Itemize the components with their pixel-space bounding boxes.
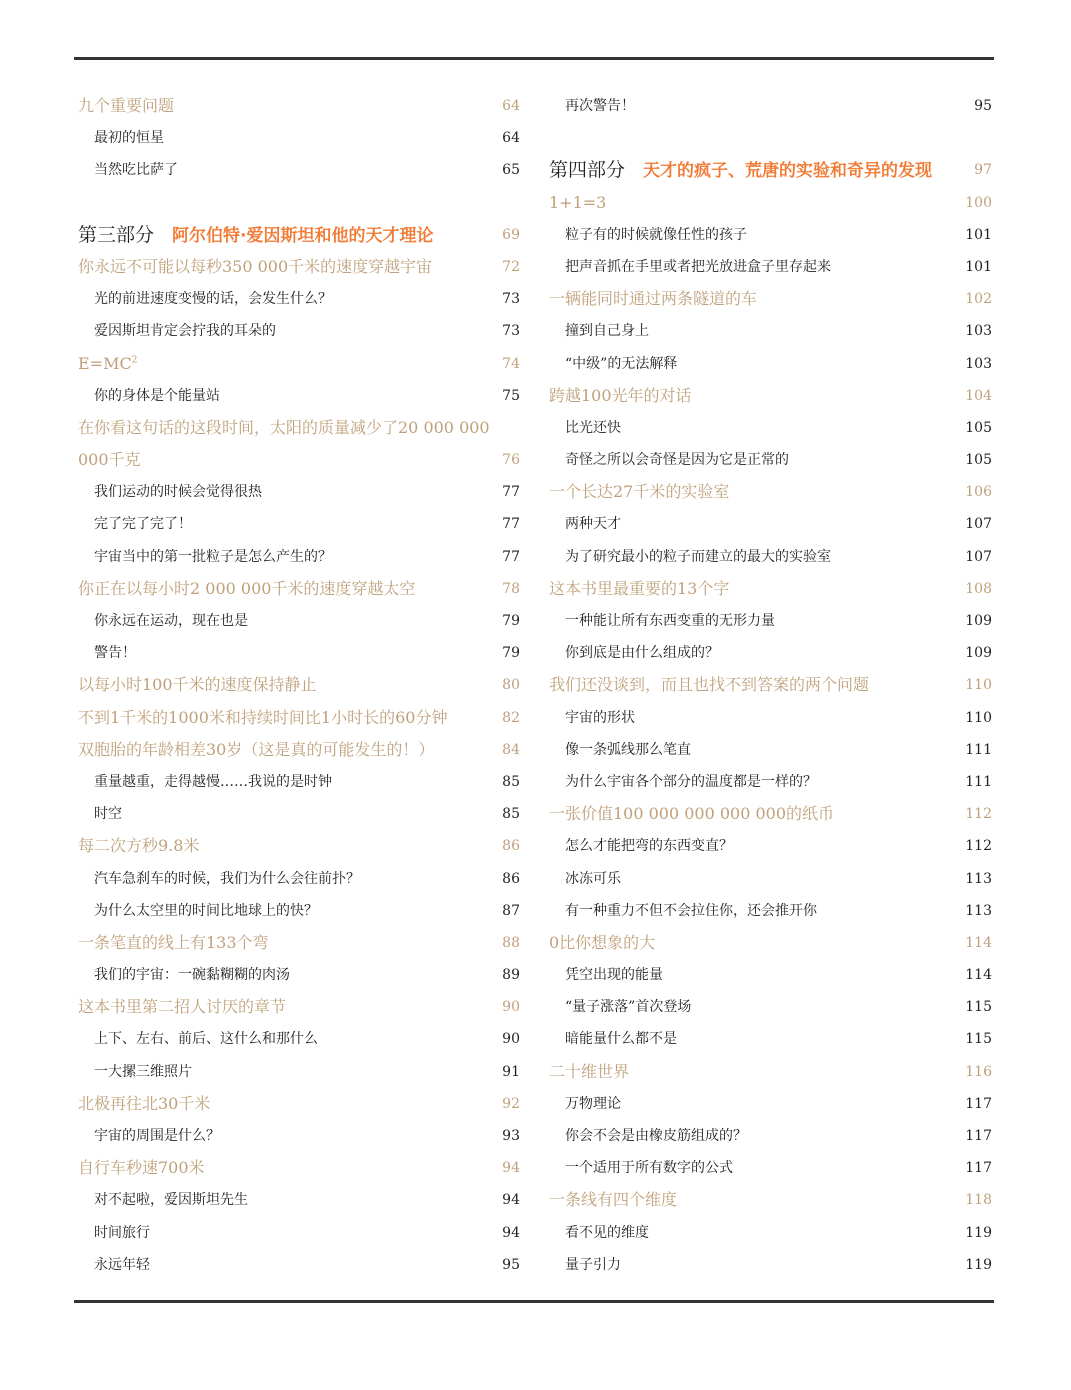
- chapter-entry[interactable]: [78, 991, 520, 1023]
- chapter-entry[interactable]: [549, 187, 992, 219]
- entry-title-text: 不到1千米的1000米和持续时间比1小时长的60分钟: [78, 707, 448, 727]
- entry-title: [94, 1056, 192, 1088]
- page-number: 100: [965, 194, 992, 211]
- part-label: 第三部分: [78, 223, 155, 246]
- part-heading[interactable]: [78, 219, 520, 251]
- entry-title-text: 你到底是由什么组成的？: [565, 645, 719, 662]
- entry-title: [549, 1184, 677, 1216]
- spacer: [78, 187, 520, 219]
- section-entry[interactable]: [549, 348, 992, 380]
- entry-title-text: 万物理论: [565, 1095, 621, 1112]
- page-number: 73: [502, 291, 520, 308]
- entry-title: [565, 830, 733, 862]
- section-entry[interactable]: [78, 1056, 520, 1088]
- chapter-entry[interactable]: [549, 1184, 992, 1216]
- page-number: 95: [502, 1256, 520, 1273]
- entry-title: [78, 251, 432, 283]
- entry-title-text: “量子涨落”首次登场: [565, 999, 692, 1016]
- entry-title-text: 为什么太空里的时间比地球上的快？: [94, 902, 318, 919]
- entry-title-text: 在你看这句话的这段时间，太阳的质量减少了20 000 000: [78, 417, 490, 437]
- entry-title-text: 你永远不可能以每秒350 000千米的速度穿越宇宙: [78, 256, 433, 276]
- page-number: 111: [965, 773, 992, 790]
- section-entry[interactable]: [549, 444, 992, 476]
- entry-title-text: 000千克: [78, 450, 141, 470]
- entry-title-text: 把声音抓在手里或者把光放进盒子里存起来: [565, 258, 831, 275]
- entry-title: [565, 251, 831, 283]
- page-number: 101: [965, 258, 992, 275]
- entry-title: [94, 1120, 220, 1152]
- section-entry[interactable]: [78, 1249, 520, 1281]
- entry-title: [94, 283, 332, 315]
- superscript: 2: [131, 355, 138, 366]
- entry-title: [78, 1152, 205, 1184]
- entry-title: [549, 187, 606, 219]
- entry-title-text: 宇宙的形状: [565, 709, 635, 726]
- toc-right-column: [549, 90, 992, 1281]
- entry-title-text: 0比你想象的大: [549, 932, 656, 952]
- page-number: 78: [502, 580, 520, 597]
- section-entry[interactable]: [78, 122, 520, 154]
- entry-title: [549, 380, 692, 412]
- entry-title: [78, 669, 317, 701]
- page-number: 89: [502, 967, 520, 984]
- entry-title-text: 以每小时100千米的速度保持静止: [78, 675, 317, 695]
- entry-title-text: 像一条弧线那么笔直: [565, 741, 691, 758]
- entry-title: [78, 734, 434, 766]
- section-entry[interactable]: [549, 541, 992, 573]
- chapter-entry[interactable]: [549, 669, 992, 701]
- entry-title-text: 1+1=3: [549, 192, 607, 212]
- chapter-entry[interactable]: [78, 1152, 520, 1184]
- entry-title: [78, 927, 269, 959]
- entry-title: [94, 1184, 248, 1216]
- entry-title: [565, 444, 789, 476]
- page-number: 94: [502, 1224, 520, 1241]
- entry-title: [78, 830, 199, 862]
- chapter-entry[interactable]: [78, 251, 520, 283]
- entry-title: [565, 959, 663, 991]
- page-number: 90: [502, 1031, 520, 1048]
- entry-title: [94, 959, 290, 991]
- page-number: 77: [502, 516, 520, 533]
- bottom-rule: [74, 1300, 994, 1303]
- entry-title-text: 怎么才能把弯的东西变直？: [565, 838, 733, 855]
- entry-title: [565, 541, 831, 573]
- chapter-entry[interactable]: [78, 573, 520, 605]
- entry-title-text: 当然吃比萨了: [94, 162, 178, 179]
- section-entry[interactable]: [78, 959, 520, 991]
- page-number: 108: [965, 580, 992, 597]
- page-number: 113: [965, 870, 992, 887]
- page-number: 106: [965, 484, 992, 501]
- entry-title: [549, 573, 729, 605]
- entry-title: [94, 154, 178, 186]
- page-number: 102: [965, 291, 992, 308]
- page-number: 77: [502, 484, 520, 501]
- entry-title-text: 一条线有四个维度: [549, 1190, 678, 1210]
- chapter-entry[interactable]: [78, 348, 520, 380]
- section-entry[interactable]: [78, 508, 520, 540]
- page-number: 107: [965, 548, 992, 565]
- entry-title-text: 一张价值100 000 000 000 000的纸币: [549, 804, 835, 824]
- entry-title-text: 我们还没谈到，而且也找不到答案的两个问题: [549, 675, 870, 695]
- page-number: 119: [965, 1256, 992, 1273]
- entry-title-text: 北极再往北30千米: [78, 1093, 211, 1113]
- section-entry[interactable]: [549, 863, 992, 895]
- entry-title-text: 量子引力: [565, 1256, 621, 1273]
- entry-title-text: “中级”的无法解释: [565, 355, 678, 372]
- section-entry[interactable]: [549, 991, 992, 1023]
- section-entry[interactable]: [549, 1152, 992, 1184]
- entry-title-text: 一大摞三维照片: [94, 1063, 192, 1080]
- entry-title: [565, 90, 635, 122]
- entry-title: [94, 605, 248, 637]
- entry-title-text: 二十维世界: [549, 1061, 630, 1081]
- entry-title-text: 汽车急刹车的时候，我们为什么会往前扑？: [94, 870, 360, 887]
- part-heading[interactable]: [549, 154, 992, 186]
- section-entry[interactable]: [78, 605, 520, 637]
- section-entry[interactable]: [549, 766, 992, 798]
- page-number: 88: [502, 934, 520, 951]
- chapter-entry[interactable]: [549, 798, 992, 830]
- page-number: 73: [502, 323, 520, 340]
- section-entry[interactable]: [78, 895, 520, 927]
- entry-title: [565, 1120, 747, 1152]
- page-number: 72: [502, 258, 520, 275]
- entry-title: [78, 1088, 210, 1120]
- entry-title: [94, 315, 276, 347]
- entry-title: [565, 1152, 733, 1184]
- entry-title: [94, 895, 318, 927]
- section-entry[interactable]: [549, 1088, 992, 1120]
- entry-title-text: 我们运动的时候会觉得很热: [94, 484, 262, 501]
- part-title: 天才的疯子、荒唐的实验和奇异的发现: [643, 161, 933, 182]
- page-number: 117: [965, 1160, 992, 1177]
- page-number: 112: [965, 838, 992, 855]
- page-number: 97: [974, 162, 992, 179]
- entry-title: [565, 348, 677, 380]
- chapter-entry[interactable]: [78, 927, 520, 959]
- entry-title: [565, 1249, 621, 1281]
- section-entry[interactable]: [549, 702, 992, 734]
- entry-title: [565, 412, 621, 444]
- page-number: 105: [965, 419, 992, 436]
- page-number: 93: [502, 1128, 520, 1144]
- entry-title-text: 一种能让所有东西变重的无形力量: [565, 613, 775, 629]
- part-label: 第四部分: [549, 159, 626, 182]
- section-entry[interactable]: [78, 1120, 520, 1152]
- entry-title-text: 光的前进速度变慢的话，会发生什么？: [94, 291, 332, 308]
- entry-title-text: 暗能量什么都不是: [565, 1031, 677, 1048]
- section-entry[interactable]: [549, 508, 992, 540]
- page-number: 104: [965, 387, 992, 404]
- entry-title-text: 我们的宇宙：一碗黏糊糊的肉汤: [94, 967, 290, 984]
- entry-title: [565, 637, 719, 669]
- section-entry[interactable]: [78, 766, 520, 798]
- chapter-entry[interactable]: [78, 669, 520, 701]
- entry-title: [565, 702, 635, 734]
- entry-title: [94, 798, 122, 830]
- part-label-and-title: [549, 154, 932, 187]
- page-number: 114: [965, 934, 992, 951]
- entry-title-text: 时间旅行: [94, 1224, 150, 1241]
- entry-title-text: 完了完了完了！: [94, 516, 192, 533]
- entry-title-text: 这本书里第二招人讨厌的章节: [78, 997, 287, 1017]
- page-number: 79: [502, 645, 520, 662]
- entry-title: [565, 1023, 677, 1055]
- entry-title: [549, 283, 757, 315]
- page-number: 105: [965, 452, 992, 469]
- page-number: 80: [502, 677, 520, 694]
- entry-title-text: 宇宙的周围是什么？: [94, 1128, 220, 1144]
- chapter-entry[interactable]: [78, 90, 520, 122]
- toc-left-column: [78, 90, 520, 1281]
- entry-title: [78, 444, 141, 476]
- page-number: 116: [965, 1063, 992, 1080]
- chapter-entry[interactable]: [549, 476, 992, 508]
- entry-title: [94, 1249, 150, 1281]
- entry-title: [94, 122, 164, 154]
- entry-title-text: 你的身体是个能量站: [94, 387, 220, 404]
- page-number: 94: [502, 1160, 520, 1177]
- chapter-entry[interactable]: [549, 283, 992, 315]
- page-number: 101: [965, 226, 992, 243]
- section-entry[interactable]: [78, 380, 520, 412]
- entry-title-text: 看不见的维度: [565, 1224, 649, 1241]
- entry-title: [94, 508, 192, 540]
- page-number: 64: [502, 130, 520, 147]
- page-number: 82: [502, 709, 520, 726]
- section-entry[interactable]: [549, 412, 992, 444]
- entry-title: [549, 476, 729, 508]
- page-number: 109: [965, 613, 992, 629]
- chapter-entry[interactable]: [78, 1088, 520, 1120]
- page-number: 79: [502, 613, 520, 629]
- chapter-entry[interactable]: [549, 380, 992, 412]
- entry-title-text: 奇怪之所以会奇怪是因为它是正常的: [565, 452, 789, 469]
- page-number: 110: [965, 709, 992, 726]
- entry-title-text: 有一种重力不但不会拉住你，还会推开你: [565, 902, 817, 919]
- page-number: 115: [965, 999, 992, 1016]
- entry-title: [94, 1217, 150, 1249]
- entry-title-text: E=MC: [78, 353, 132, 373]
- entry-title-text: 对不起啦，爱因斯坦先生: [94, 1192, 248, 1209]
- page-number: 118: [965, 1192, 992, 1209]
- section-entry[interactable]: [549, 830, 992, 862]
- page-number: 110: [965, 677, 992, 694]
- page-number: 77: [502, 548, 520, 565]
- section-entry[interactable]: [549, 959, 992, 991]
- section-entry[interactable]: [78, 1217, 520, 1249]
- page-number: 76: [502, 452, 520, 469]
- section-entry[interactable]: [549, 1249, 992, 1281]
- entry-title-text: 比光还快: [565, 419, 621, 436]
- chapter-entry[interactable]: [78, 734, 520, 766]
- chapter-entry[interactable]: [78, 830, 520, 862]
- entry-title: [78, 348, 137, 380]
- entry-title: [565, 219, 747, 251]
- page-number: 114: [965, 967, 992, 984]
- entry-title-text: 你会不会是由橡皮筋组成的？: [565, 1128, 747, 1144]
- entry-title-text: 爱因斯坦肯定会拧我的耳朵的: [94, 323, 276, 340]
- entry-title: [549, 927, 655, 959]
- entry-title-text: 两种天才: [565, 516, 621, 533]
- section-entry[interactable]: [78, 541, 520, 573]
- page-number: 85: [502, 773, 520, 790]
- entry-title-text: 一个适用于所有数字的公式: [565, 1160, 733, 1177]
- chapter-entry[interactable]: [549, 1056, 992, 1088]
- entry-title: [565, 508, 621, 540]
- page-number: 115: [965, 1031, 992, 1048]
- entry-title-text: 永远年轻: [94, 1256, 150, 1273]
- entry-title-text: 上下、左右、前后、这什么和那什么: [94, 1031, 318, 1048]
- page-number: 109: [965, 645, 992, 662]
- entry-title: [549, 798, 834, 830]
- entry-title-text: 一个长达27千米的实验室: [549, 482, 730, 502]
- entry-title: [565, 315, 649, 347]
- section-entry[interactable]: [78, 476, 520, 508]
- entry-title: [565, 766, 817, 798]
- section-entry[interactable]: [549, 895, 992, 927]
- section-entry[interactable]: [549, 251, 992, 283]
- page-number: 92: [502, 1095, 520, 1112]
- page-number: 94: [502, 1192, 520, 1209]
- entry-title: [549, 669, 869, 701]
- section-entry[interactable]: [78, 798, 520, 830]
- entry-title-text: 撞到自己身上: [565, 323, 649, 340]
- entry-title: [565, 1217, 649, 1249]
- chapter-entry[interactable]: [78, 702, 520, 734]
- top-rule: [74, 57, 994, 60]
- section-entry[interactable]: [78, 315, 520, 347]
- entry-title: [94, 380, 220, 412]
- section-entry[interactable]: [78, 863, 520, 895]
- page-number: 90: [502, 999, 520, 1016]
- page-number: 112: [965, 806, 992, 823]
- entry-title: [94, 476, 262, 508]
- page-number: 95: [974, 98, 992, 114]
- entry-title-text: 你永远在运动，现在也是: [94, 613, 248, 629]
- page-number: 103: [965, 323, 992, 340]
- section-entry[interactable]: [78, 637, 520, 669]
- entry-title-text: 为了研究最小的粒子而建立的最大的实验室: [565, 548, 831, 565]
- entry-title-text: 九个重要问题: [78, 96, 175, 115]
- entry-title: [94, 1023, 318, 1055]
- section-entry[interactable]: [78, 1023, 520, 1055]
- page-number: 69: [502, 226, 520, 243]
- entry-title: [94, 541, 332, 573]
- entry-title-text: 跨越100光年的对话: [549, 385, 692, 405]
- page-number: 75: [502, 387, 520, 404]
- page-number: 107: [965, 516, 992, 533]
- page-number: 119: [965, 1224, 992, 1241]
- section-entry[interactable]: [78, 154, 520, 186]
- section-entry[interactable]: [549, 1023, 992, 1055]
- entry-title-text: 最初的恒星: [94, 130, 164, 147]
- entry-title: [94, 637, 136, 669]
- part-title: 阿尔伯特·爱因斯坦和他的天才理论: [172, 225, 434, 246]
- entry-title-text: 宇宙当中的第一批粒子是怎么产生的？: [94, 548, 332, 565]
- entry-title: [565, 734, 691, 766]
- chapter-entry[interactable]: [549, 927, 992, 959]
- entry-title-text: 自行车秒速700米: [78, 1158, 205, 1178]
- section-entry[interactable]: [549, 219, 992, 251]
- section-entry[interactable]: [549, 315, 992, 347]
- entry-title: [94, 766, 332, 798]
- entry-title-text: 粒子有的时候就像任性的孩子: [565, 226, 747, 243]
- entry-title-text: 再次警告！: [565, 98, 635, 114]
- page-number: 117: [965, 1128, 992, 1144]
- section-entry[interactable]: [549, 1217, 992, 1249]
- entry-title-text: 为什么宇宙各个部分的温度都是一样的？: [565, 773, 817, 790]
- section-entry[interactable]: [549, 90, 992, 122]
- section-entry[interactable]: [549, 734, 992, 766]
- entry-title-text: 凭空出现的能量: [565, 967, 663, 984]
- entry-title: [549, 1056, 629, 1088]
- chapter-entry[interactable]: [78, 412, 520, 444]
- section-entry[interactable]: [78, 283, 520, 315]
- entry-title: [565, 895, 817, 927]
- entry-title-text: 每二次方秒9.8米: [78, 836, 200, 856]
- page-number: 64: [502, 98, 520, 114]
- entry-title: [565, 1088, 621, 1120]
- chapter-entry[interactable]: [549, 573, 992, 605]
- entry-title: [565, 605, 775, 637]
- page-number: 86: [502, 870, 520, 887]
- entry-title-text: 警告！: [94, 645, 136, 662]
- page-number: 65: [502, 162, 520, 179]
- entry-title-text: 你正在以每小时2 000 000千米的速度穿越太空: [78, 578, 416, 598]
- page-number: 74: [502, 355, 520, 372]
- entry-title: [565, 991, 691, 1023]
- page-number: 91: [502, 1063, 520, 1080]
- entry-title-text: 这本书里最重要的13个字: [549, 578, 730, 598]
- page-number: 85: [502, 806, 520, 823]
- entry-title-text: 重量越重，走得越慢……我说的是时钟: [94, 773, 332, 790]
- section-entry[interactable]: [549, 605, 992, 637]
- entry-title: [78, 573, 415, 605]
- entry-title-text: 一辆能同时通过两条隧道的车: [549, 289, 758, 309]
- page-number: 86: [502, 838, 520, 855]
- entry-title: [78, 412, 490, 444]
- section-entry[interactable]: [78, 1184, 520, 1216]
- entry-title: [94, 863, 360, 895]
- page-number: 111: [965, 741, 992, 758]
- entry-title: [565, 863, 621, 895]
- section-entry[interactable]: [549, 1120, 992, 1152]
- entry-title: [78, 991, 286, 1023]
- entry-title-text: 冰冻可乐: [565, 870, 621, 887]
- page-number: 103: [965, 355, 992, 372]
- entry-title-text: 一条笔直的线上有133个弯: [78, 932, 269, 952]
- entry-title-text: 时空: [94, 806, 122, 823]
- section-entry[interactable]: [549, 637, 992, 669]
- page-number: 117: [965, 1095, 992, 1112]
- entry-title-text: 双胞胎的年龄相差30岁（这是真的可能发生的！）: [78, 739, 435, 759]
- entry-title: [78, 702, 447, 734]
- chapter-entry[interactable]: [78, 444, 520, 476]
- page-number: 113: [965, 902, 992, 919]
- part-label-and-title: [78, 219, 433, 252]
- page-number: 87: [502, 902, 520, 919]
- spacer: [549, 122, 992, 154]
- entry-title: [78, 90, 174, 122]
- page-number: 84: [502, 741, 520, 758]
